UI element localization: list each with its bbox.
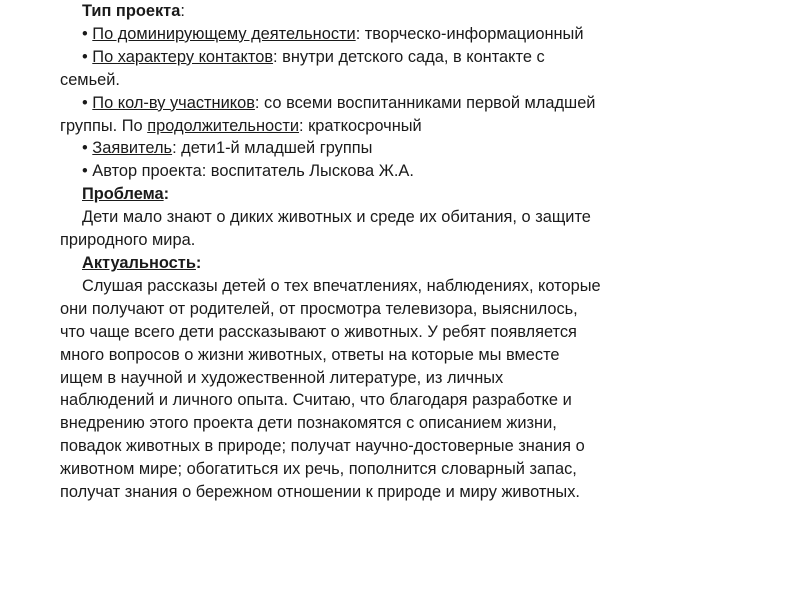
project-type-heading-line: Тип проекта: xyxy=(82,2,185,20)
applicant-label: Заявитель xyxy=(92,139,173,158)
relevance-text-line: повадок животных в природе; получат научно-достоверные знания о xyxy=(60,437,585,456)
problem-heading-line: Проблема: xyxy=(82,185,170,204)
dominant-activity-label: По доминирующему деятельности xyxy=(92,24,356,43)
problem-text-line: Дети мало знают о диких животных и среде их обитания, о защите xyxy=(82,208,591,227)
relevance-text-line: наблюдений и личного опыта. Считаю, что благодаря разработке и xyxy=(60,391,572,410)
participants-line: • По кол-ву участников: со всеми воспитанниками первой младшей xyxy=(82,93,596,112)
relevance-text-line: много вопросов о жизни животных, ответы на которые мы вместе xyxy=(60,345,560,364)
contacts-label: По характеру контактов xyxy=(92,47,274,66)
relevance-text-line: они получают от родителей, от просмотра телевизора, выяснилось, xyxy=(60,299,578,318)
author-line: • Автор проекта: воспитатель Лыскова Ж.А. xyxy=(82,162,414,181)
relevance-heading-line: Актуальность: xyxy=(82,253,202,272)
relevance-text-line: что чаще всего дети рассказывают о животных. У ребят появляется xyxy=(60,322,577,341)
contacts-line-continued: семьей. xyxy=(60,70,120,89)
dominant-activity-line: • По доминирующему деятельности: творческо-информационный xyxy=(82,24,584,43)
participants-line-continued: группы. По продолжительности: краткосрочный xyxy=(60,116,422,135)
problem-heading: Проблема xyxy=(82,185,164,204)
relevance-text-line: Слушая рассказы детей о тех впечатлениях, наблюдениях, которые xyxy=(82,276,601,295)
applicant-line: • Заявитель: дети1-й младшей группы xyxy=(82,139,373,158)
relevance-text-line: получат знания о бережном отношении к природе и миру животных. xyxy=(60,483,580,502)
relevance-text-line: внедрению этого проекта дети познакомятся с описанием жизни, xyxy=(60,414,557,433)
relevance-text-line: ищем в научной и художественной литературе, из личных xyxy=(60,368,504,387)
participants-label: По кол-ву участников xyxy=(92,93,255,112)
relevance-heading: Актуальность xyxy=(82,253,196,272)
contacts-line: • По характеру контактов: внутри детского сада, в контакте с xyxy=(82,47,545,66)
project-type-heading: Тип проекта xyxy=(82,2,181,20)
relevance-text-line: животном мире; обогатиться их речь, пополнится словарный запас, xyxy=(60,460,577,479)
problem-text-line: природного мира. xyxy=(60,231,196,250)
document-body xyxy=(60,0,720,504)
duration-label: продолжительности xyxy=(147,116,299,135)
